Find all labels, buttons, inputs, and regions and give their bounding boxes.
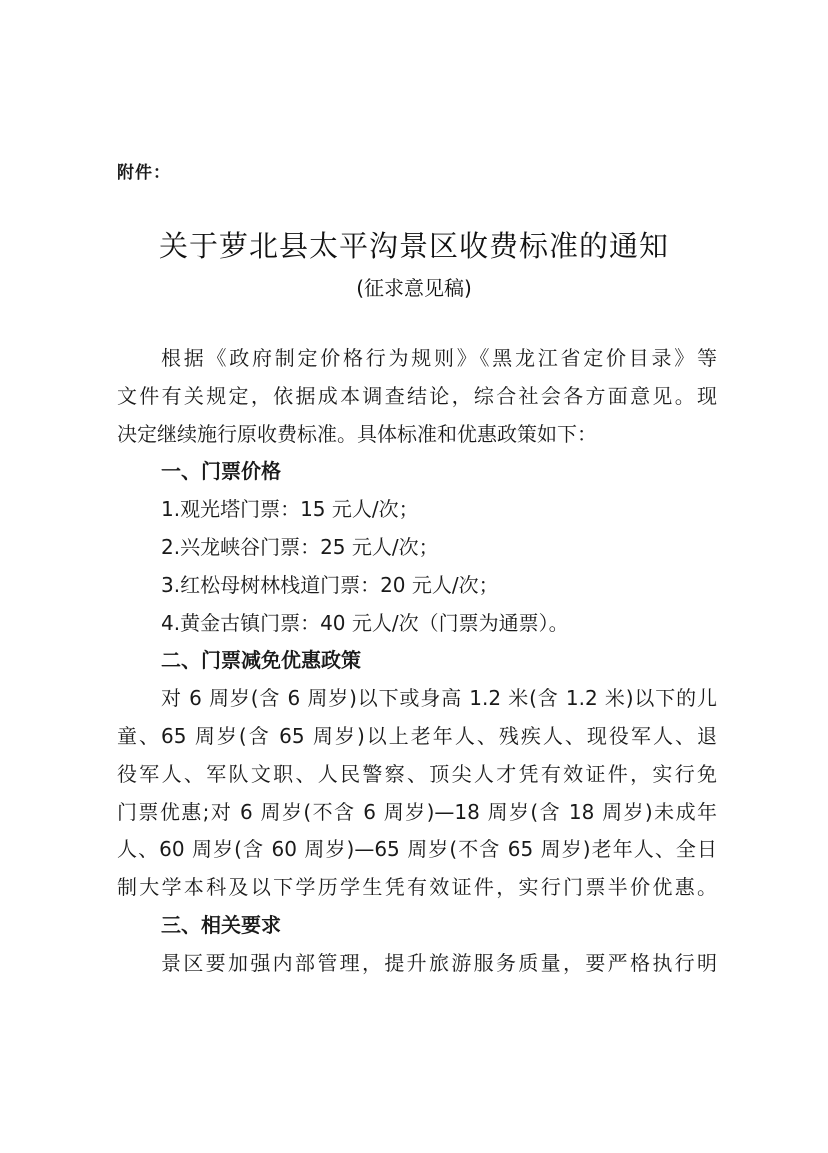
price-item: 1.观光塔门票：15 元人/次； — [161, 497, 419, 522]
price-item: 2.兴龙峡谷门票：25 元人/次； — [161, 534, 439, 559]
policy-line: 人、60 周岁(含 60 周岁)—65 周岁(不含 65 周岁)老年人、全日 — [117, 837, 717, 862]
policy-line: 童、65 周岁(含 65 周岁)以上老年人、残疾人、现役军人、退 — [117, 723, 717, 748]
policy-line: 门票优惠;对 6 周岁(不含 6 周岁)—18 周岁(含 18 周岁)未成年 — [117, 799, 717, 824]
attachment-label: 附件： — [117, 163, 171, 183]
intro-line: 决定继续施行原收费标准。具体标准和优惠政策如下： — [117, 421, 597, 446]
price-item: 3.红松母树林栈道门票：20 元人/次； — [161, 572, 499, 597]
policy-line: 役军人、军队文职、人民警察、顶尖人才凭有效证件，实行免 — [117, 761, 717, 786]
document-body — [117, 340, 717, 983]
page-subtitle: (征求意见稿) — [356, 276, 472, 300]
page-title: 关于萝北县太平沟景区收费标准的通知 — [158, 229, 669, 263]
intro-line: 文件有关规定，依据成本调查结论，综合社会各方面意见。现 — [117, 383, 717, 408]
section-heading-discount-policy: 二、门票减免优惠政策 — [161, 648, 361, 673]
section-heading-ticket-prices: 一、门票价格 — [161, 459, 281, 484]
policy-line: 对 6 周岁(含 6 周岁)以下或身高 1.2 米(含 1.2 米)以下的儿 — [161, 686, 717, 711]
section-heading-requirements: 三、相关要求 — [161, 912, 281, 937]
policy-line: 制大学本科及以下学历学生凭有效证件，实行门票半价优惠。 — [117, 875, 717, 900]
intro-line: 根据《政府制定价格行为规则》《黑龙江省定价目录》等 — [161, 346, 717, 370]
price-item: 4.黄金古镇门票：40 元人/次（门票为通票）。 — [161, 610, 569, 635]
requirement-line: 景区要加强内部管理，提升旅游服务质量，要严格执行明 — [161, 950, 717, 975]
